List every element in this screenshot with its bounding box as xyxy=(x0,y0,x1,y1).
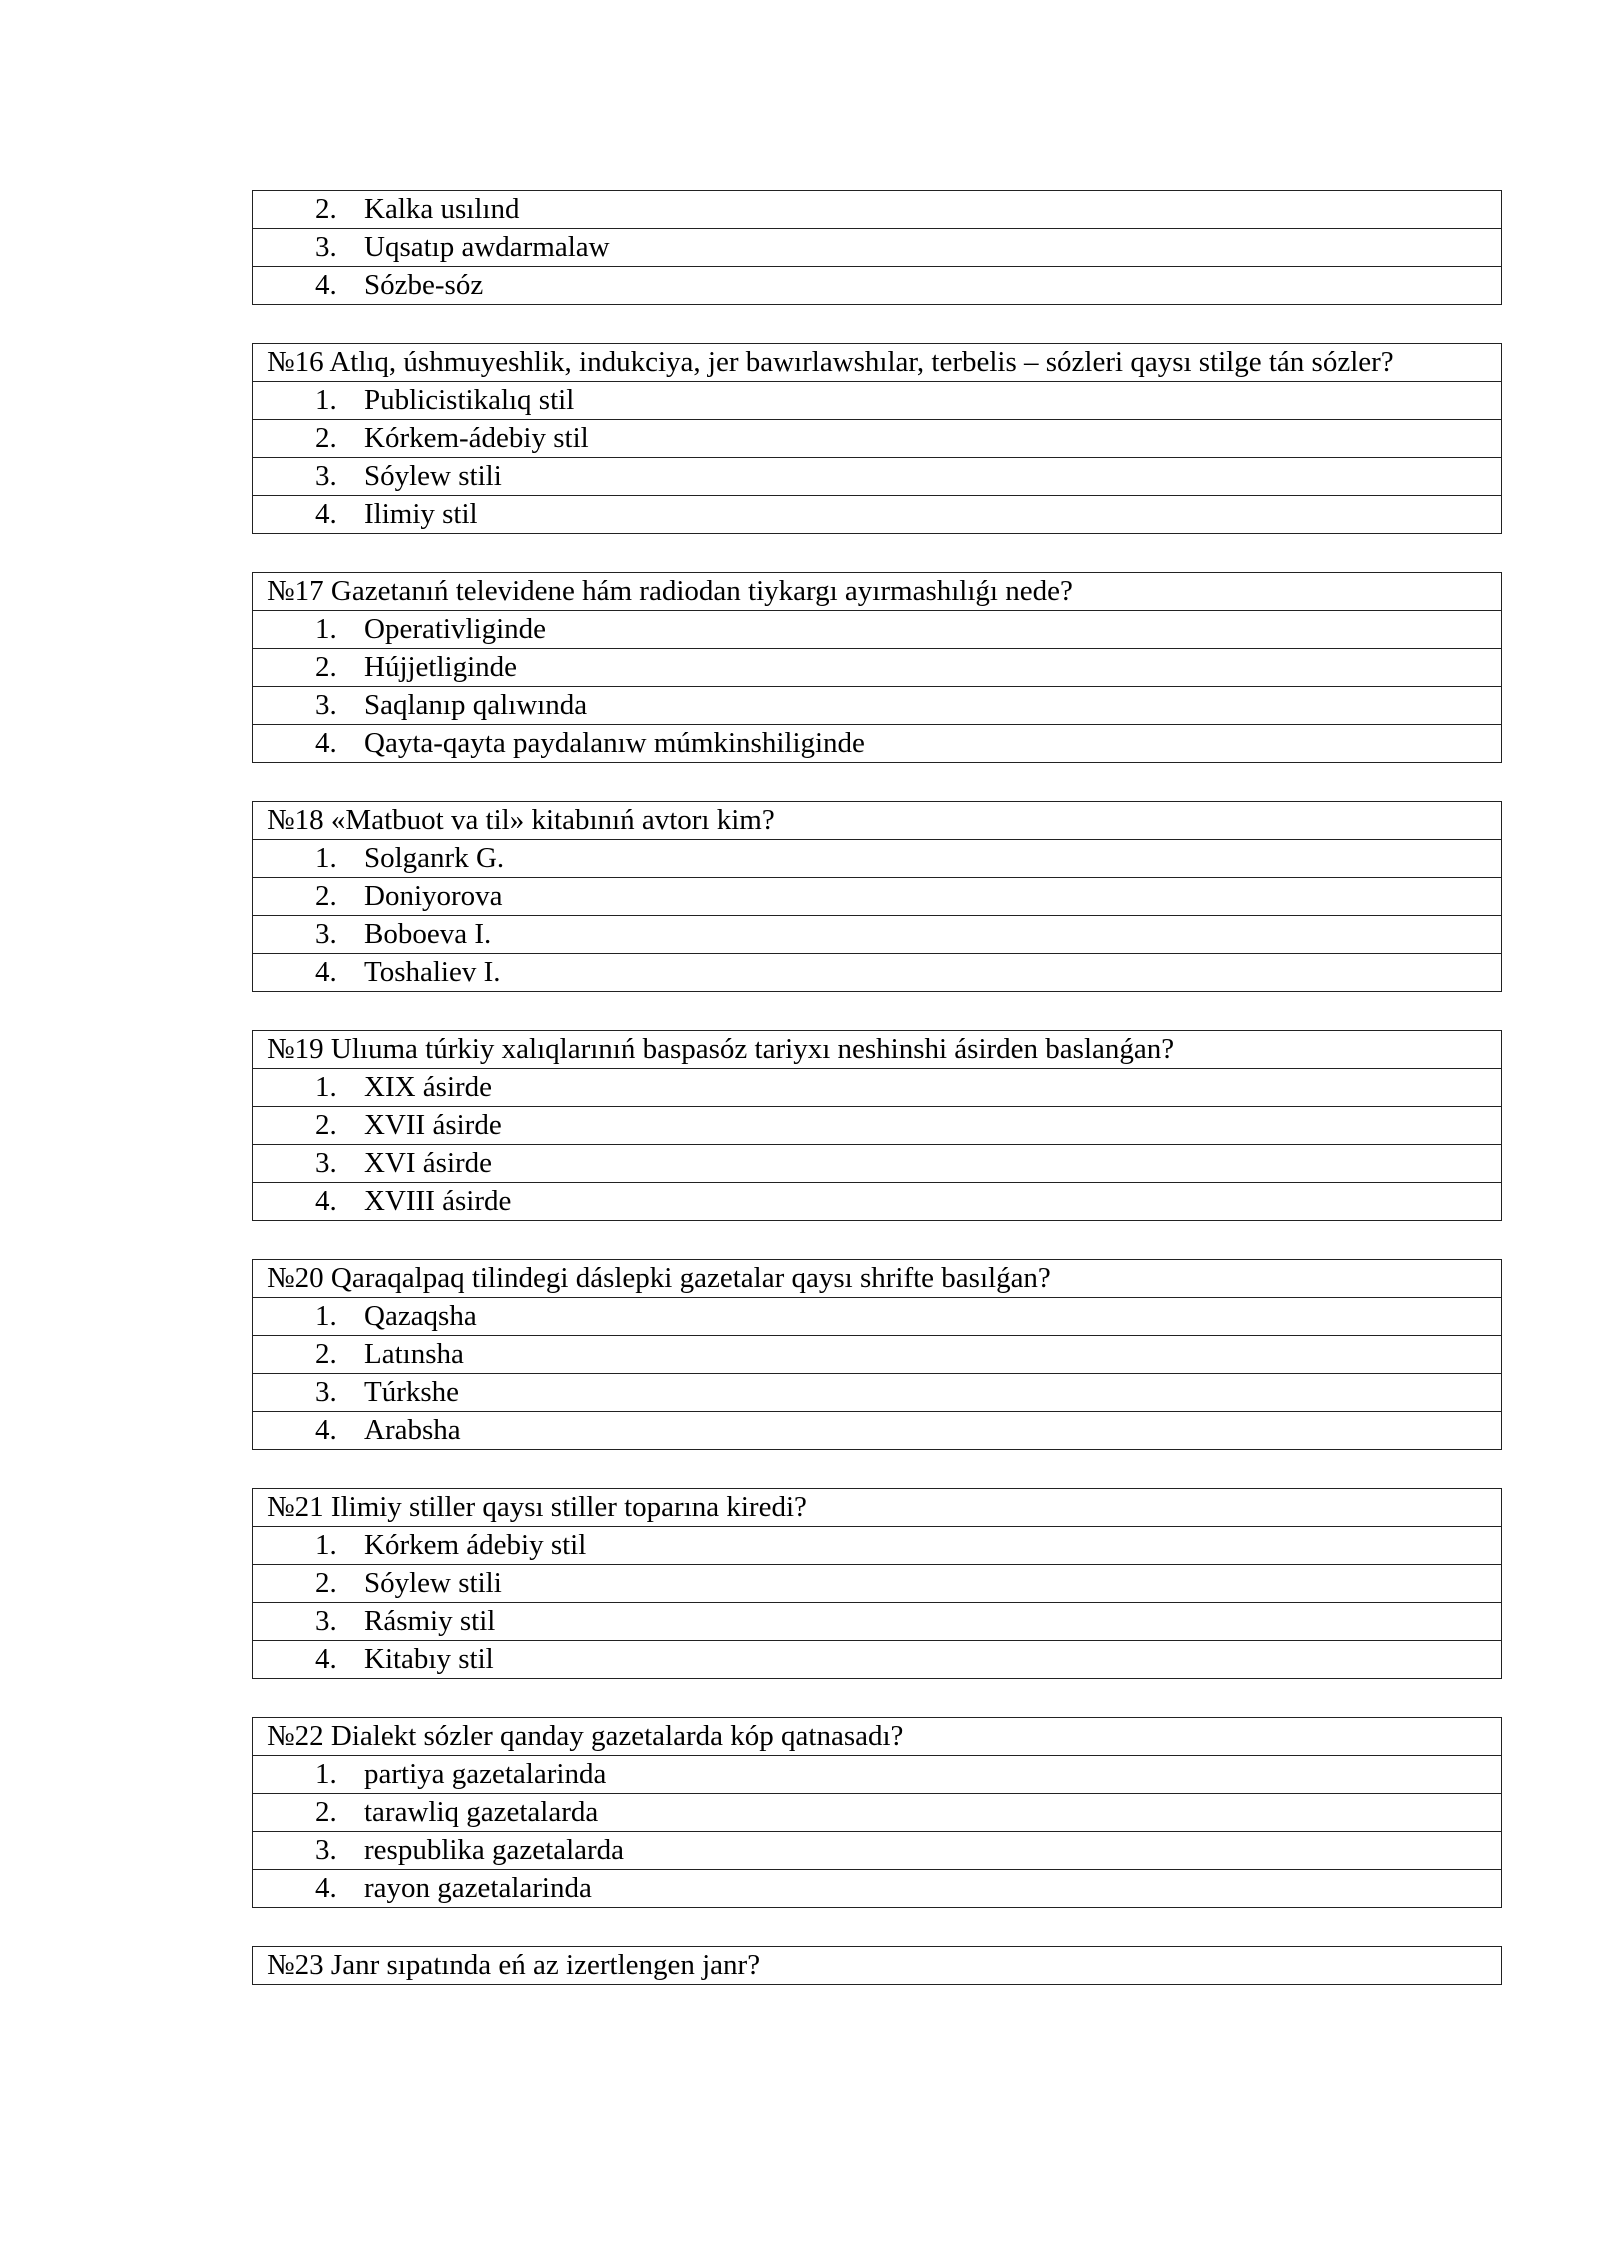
question-text: №19 Ulıuma túrkiy xalıqlarınıń baspasóz tariyxı neshinshi ásirden baslanǵan? xyxy=(267,1033,1175,1065)
answer-option xyxy=(253,953,1501,991)
option-text: Solganrk G. xyxy=(364,842,505,874)
option-number: 3. xyxy=(315,1834,337,1866)
option-text: Kalka usılınd xyxy=(364,193,520,225)
question-block xyxy=(252,190,1502,305)
option-number: 1. xyxy=(315,842,337,874)
option-number: 1. xyxy=(315,613,337,645)
question-block xyxy=(252,1717,1502,1908)
question-block xyxy=(252,1488,1502,1679)
option-text: Latınsha xyxy=(364,1338,464,1370)
answer-option xyxy=(253,1869,1501,1907)
option-number: 4. xyxy=(315,1643,337,1675)
option-text: tarawliq gazetalarda xyxy=(364,1796,599,1828)
option-number: 2. xyxy=(315,422,337,454)
option-number: 2. xyxy=(315,193,337,225)
answer-option xyxy=(253,686,1501,724)
option-number: 2. xyxy=(315,651,337,683)
answer-option xyxy=(253,1793,1501,1831)
option-number: 4. xyxy=(315,1872,337,1904)
option-text: Qazaqsha xyxy=(364,1300,477,1332)
answer-option xyxy=(253,228,1501,266)
option-text: Toshaliev I. xyxy=(364,956,501,988)
answer-option xyxy=(253,1411,1501,1449)
option-text: Saqlanıp qalıwında xyxy=(364,689,588,721)
option-text: respublika gazetalarda xyxy=(364,1834,625,1866)
option-text: Doniyorova xyxy=(364,880,503,912)
answer-option xyxy=(253,1640,1501,1678)
option-number: 4. xyxy=(315,1414,337,1446)
answer-option xyxy=(253,1335,1501,1373)
answer-option xyxy=(253,1526,1501,1564)
option-text: Ilimiy stil xyxy=(364,498,478,530)
option-number: 4. xyxy=(315,727,337,759)
answer-option xyxy=(253,457,1501,495)
option-number: 4. xyxy=(315,269,337,301)
answer-option xyxy=(253,610,1501,648)
answer-option xyxy=(253,1068,1501,1106)
option-number: 2. xyxy=(315,880,337,912)
option-number: 1. xyxy=(315,1529,337,1561)
question-block xyxy=(252,343,1502,534)
answer-option xyxy=(253,1755,1501,1793)
option-text: Boboeva I. xyxy=(364,918,492,950)
answer-option xyxy=(253,381,1501,419)
option-text: Uqsatıp awdarmalaw xyxy=(364,231,610,263)
question-text: №22 Dialekt sózler qanday gazetalarda kóp qatnasadı? xyxy=(267,1720,904,1752)
option-text: Túrkshe xyxy=(364,1376,460,1408)
option-number: 1. xyxy=(315,1758,337,1790)
option-number: 3. xyxy=(315,918,337,950)
option-text: Operativliginde xyxy=(364,613,547,645)
option-number: 1. xyxy=(315,1071,337,1103)
option-text: Rásmiy stil xyxy=(364,1605,496,1637)
option-number: 4. xyxy=(315,1185,337,1217)
answer-option xyxy=(253,1831,1501,1869)
question-text: №20 Qaraqalpaq tilindegi dáslepki gazetalar qaysı shrifte basılǵan? xyxy=(267,1262,1051,1294)
option-text: Sózbe-sóz xyxy=(364,269,484,301)
option-number: 1. xyxy=(315,384,337,416)
answer-option xyxy=(253,915,1501,953)
option-text: Arabsha xyxy=(364,1414,461,1446)
option-text: Kórkem-ádebiy stil xyxy=(364,422,589,454)
option-text: Sóylew stili xyxy=(364,1567,502,1599)
question-text: №23 Janr sıpatında eń az izertlengen janr? xyxy=(267,1949,761,1981)
option-number: 2. xyxy=(315,1109,337,1141)
option-text: XVII ásirde xyxy=(364,1109,502,1141)
option-number: 2. xyxy=(315,1338,337,1370)
answer-option xyxy=(253,1182,1501,1220)
option-number: 3. xyxy=(315,231,337,263)
answer-option xyxy=(253,724,1501,762)
answer-option xyxy=(253,1297,1501,1335)
answer-option xyxy=(253,648,1501,686)
answer-option xyxy=(253,1602,1501,1640)
option-number: 2. xyxy=(315,1567,337,1599)
option-text: Qayta-qayta paydalanıw múmkinshiliginde xyxy=(364,727,865,759)
question-text: №18 «Matbuot va til» kitabınıń avtorı kim? xyxy=(267,804,775,836)
option-text: XVIII ásirde xyxy=(364,1185,512,1217)
answer-option xyxy=(253,1564,1501,1602)
answer-option xyxy=(253,877,1501,915)
question-block xyxy=(252,1030,1502,1221)
option-text: XIX ásirde xyxy=(364,1071,493,1103)
answer-option xyxy=(253,191,1501,228)
answer-option xyxy=(253,1373,1501,1411)
question-text: №17 Gazetanıń televidene hám radiodan tiykargı ayırmashılıǵı nede? xyxy=(267,575,1073,607)
option-text: Sóylew stili xyxy=(364,460,502,492)
option-number: 2. xyxy=(315,1796,337,1828)
question-block xyxy=(252,801,1502,992)
option-text: Publicistikalıq stil xyxy=(364,384,575,416)
option-text: partiya gazetalarinda xyxy=(364,1758,607,1790)
answer-option xyxy=(253,839,1501,877)
answer-option xyxy=(253,266,1501,304)
answer-option xyxy=(253,419,1501,457)
question-text: №21 Ilimiy stiller qaysı stiller toparına kiredi? xyxy=(267,1491,807,1523)
question-block xyxy=(252,1946,1502,1985)
option-text: Kórkem ádebiy stil xyxy=(364,1529,587,1561)
option-number: 1. xyxy=(315,1300,337,1332)
option-number: 3. xyxy=(315,460,337,492)
option-number: 3. xyxy=(315,1147,337,1179)
document-page xyxy=(252,190,1502,2023)
option-number: 3. xyxy=(315,1605,337,1637)
answer-option xyxy=(253,1144,1501,1182)
option-number: 4. xyxy=(315,956,337,988)
answer-option xyxy=(253,1106,1501,1144)
question-block xyxy=(252,1259,1502,1450)
option-text: rayon gazetalarinda xyxy=(364,1872,592,1904)
option-text: Kitabıy stil xyxy=(364,1643,494,1675)
option-text: XVI ásirde xyxy=(364,1147,493,1179)
option-number: 4. xyxy=(315,498,337,530)
question-text: №16 Atlıq, úshmuyeshlik, indukciya, jer bawırlawshılar, terbelis – sózleri qaysı stilge tán sózler? xyxy=(267,346,1394,378)
question-block xyxy=(252,572,1502,763)
answer-option xyxy=(253,495,1501,533)
option-text: Hújjetliginde xyxy=(364,651,518,683)
option-number: 3. xyxy=(315,689,337,721)
option-number: 3. xyxy=(315,1376,337,1408)
